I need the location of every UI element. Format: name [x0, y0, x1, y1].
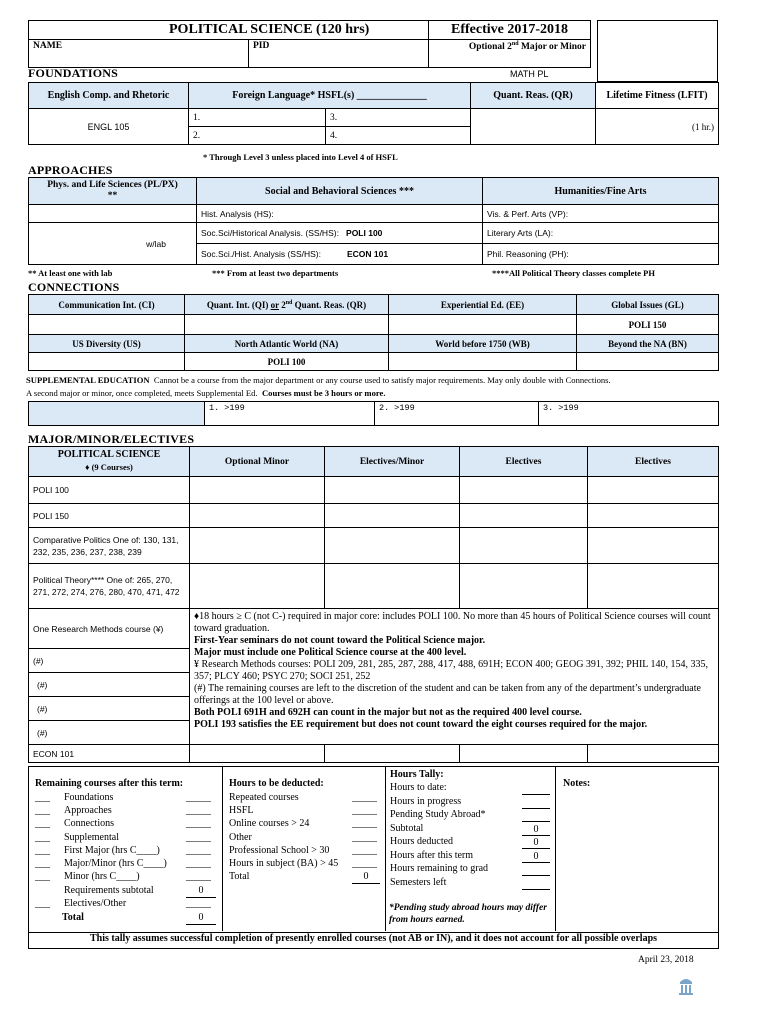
language-slot-2[interactable]: 2.	[189, 127, 326, 145]
deduct-item-4: Professional School > 30	[229, 844, 330, 856]
ha-ph[interactable]: Phil. Reasoning (PH):	[483, 244, 719, 265]
bn-slot[interactable]	[577, 353, 719, 371]
approaches-note-depts: *** From at least two departments	[212, 268, 339, 278]
hours-value-1[interactable]	[522, 796, 550, 809]
supplemental-heading: SUPPLEMENTAL EDUCATION	[26, 375, 150, 385]
supplemental-table	[28, 401, 719, 426]
supplemental-text: SUPPLEMENTAL EDUCATION Cannot be a course from the major department or any course used to satisfy major requirements. May only double with Connections.	[26, 375, 611, 385]
foundations-heading: FOUNDATIONS	[28, 66, 118, 80]
remaining-item-3: Supplemental	[64, 831, 119, 843]
hours-item-0: Hours to date:	[390, 782, 447, 793]
qr-header: Quant. Reas. (QR)	[471, 83, 596, 109]
hours-item-4: Hours deducted	[390, 836, 454, 847]
na-header: North Atlantic World (NA)	[185, 335, 389, 353]
ha-header: Humanities/Fine Arts	[483, 178, 719, 205]
us-header: US Diversity (US)	[29, 335, 185, 353]
approaches-note-lab: ** At least one with lab	[28, 268, 113, 278]
approaches-note-ph: ****All Political Theory classes complete PH	[492, 268, 655, 278]
lfit-value[interactable]: (1 hr.)	[596, 109, 719, 145]
deduct-value-4[interactable]: _____	[352, 844, 377, 856]
deduct-value-5[interactable]: _____	[352, 858, 377, 869]
remaining-title: Remaining courses after this term:	[35, 778, 184, 789]
language-header: Foreign Language* HSFL(s) ______________	[189, 83, 471, 109]
supplemental-slot-1[interactable]: 1. >199	[205, 402, 375, 426]
language-slot-3[interactable]: 3.	[326, 109, 471, 127]
deduct-value-3[interactable]: _____	[352, 831, 377, 843]
major-row-elective-3[interactable]: (#)	[29, 697, 190, 721]
remaining-blank-1[interactable]: ___	[35, 805, 50, 817]
remaining-blank-6[interactable]: ___	[35, 871, 50, 883]
second-major-field[interactable]: Optional 2nd Major or Minor	[429, 40, 591, 68]
ee-header: Experiential Ed. (EE)	[389, 295, 577, 315]
deduct-total-value[interactable]: 0	[352, 870, 380, 884]
deduct-value-2[interactable]: _____	[352, 818, 377, 830]
wb-header: World before 1750 (WB)	[389, 335, 577, 353]
major-row-comparative[interactable]: Comparative Politics One of: 130, 131, 232, 235, 236, 237, 238, 239	[29, 528, 190, 564]
total-label: Total	[62, 912, 84, 923]
photo-box	[597, 20, 718, 82]
electives-other-label: Electives/Other	[64, 898, 127, 909]
electives-other-value[interactable]: _____	[186, 898, 211, 909]
major-row-elective-2[interactable]: (#)	[29, 673, 190, 697]
supplemental-text-2: A second major or minor, once completed, meets Supplemental Ed. Courses must be 3 hours or more.	[26, 388, 386, 398]
hours-item-7: Semesters left	[390, 876, 447, 888]
pl-lab-slot[interactable]	[29, 223, 197, 265]
hours-item-2: Pending Study Abroad*	[390, 809, 486, 820]
major-row-poli150[interactable]: POLI 150	[29, 504, 190, 528]
qi-header: Quant. Int. (QI) or 2nd Quant. Reas. (QR)	[185, 295, 389, 315]
sb-ss-hs-1[interactable]: Soc.Sci/Historical Analysis. (SS/HS): POLI 100	[197, 223, 483, 244]
name-label: NAME	[33, 41, 63, 51]
sb-hs[interactable]: Hist. Analysis (HS):	[197, 205, 483, 223]
supplemental-label-cell	[29, 402, 205, 426]
remaining-blank-3[interactable]: ___	[35, 831, 50, 843]
remaining-blank-4[interactable]: ___	[35, 844, 50, 856]
electives-minor-header: Electives/Minor	[325, 447, 460, 477]
na-value[interactable]: POLI 100	[185, 353, 389, 371]
hours-item-5: Hours after this term	[390, 849, 474, 861]
deduct-item-3: Other	[229, 831, 252, 843]
remaining-count-4[interactable]: _____	[186, 844, 211, 856]
connections-heading: CONNECTIONS	[28, 280, 120, 294]
english-value[interactable]: ENGL 105	[29, 109, 189, 145]
gl-value[interactable]: POLI 150	[577, 315, 719, 335]
major-note-7: POLI 193 satisfies the EE requirement but does not count toward the eight courses required for the major.	[194, 719, 648, 730]
remaining-count-3[interactable]: _____	[186, 831, 211, 843]
name-field[interactable]	[29, 40, 249, 68]
deduct-value-1[interactable]: _____	[352, 805, 377, 817]
foundations-footnote: * Through Level 3 unless placed into Level 4 of HSFL	[203, 152, 398, 162]
hours-item-3: Subtotal	[390, 822, 424, 834]
major-note-1: ♦18 hours ≥ C (not C-) required in major core: includes POLI 100. No more than 45 hours of Political Science courses will count toward graduation.	[194, 611, 711, 634]
electives-header-2: Electives	[588, 447, 719, 477]
hours-value-5[interactable]: 0	[522, 850, 550, 863]
deduct-item-5: Hours in subject (BA) > 45	[229, 858, 339, 869]
major-note-5: (#) The remaining courses are left to the discretion of the student and can be taken from any of the department’s undergraduate offerings at the 100 level or above.	[194, 683, 701, 706]
pl-lab-label: w/lab	[146, 238, 166, 249]
electives-blank[interactable]: ___	[35, 898, 50, 909]
remaining-blank-2[interactable]: ___	[35, 818, 50, 830]
remaining-count-6[interactable]: _____	[186, 871, 211, 883]
ha-vp[interactable]: Vis. & Perf. Arts (VP):	[483, 205, 719, 223]
remaining-blank-5[interactable]: ___	[35, 858, 50, 869]
major-row-research[interactable]: One Research Methods course (¥)	[29, 609, 190, 649]
language-slot-4[interactable]: 4.	[326, 127, 471, 145]
connections-table	[28, 294, 719, 371]
major-note-4: ¥ Research Methods courses: POLI 209, 281, 285, 287, 288, 417, 488, 691H; ECON 400; GEOG 391, 392; PHIL 140, 154, 335, 357; PLCY 460; PSYC 270; SOCI 251, 252	[194, 659, 709, 682]
sb-ss-hs-2[interactable]: Soc.Sci./Hist. Analysis (SS/HS): ECON 101	[197, 244, 483, 265]
major-row-elective-4[interactable]: (#)	[29, 721, 190, 745]
deduct-item-0: Repeated courses	[229, 792, 299, 803]
major-heading: MAJOR/MINOR/ELECTIVES	[28, 432, 195, 446]
hours-title: Hours Tally:	[390, 769, 444, 780]
ha-la[interactable]: Literary Arts (LA):	[483, 223, 719, 244]
english-header: English Comp. and Rhetoric	[29, 83, 189, 109]
electives-header-1: Electives	[460, 447, 588, 477]
remaining-count-0[interactable]: _____	[186, 792, 211, 803]
hours-value-2[interactable]	[522, 809, 550, 822]
pl-slot-1[interactable]	[29, 205, 197, 223]
lfit-header: Lifetime Fitness (LFIT)	[596, 83, 719, 109]
remaining-item-5: Major/Minor (hrs C____)	[64, 858, 167, 869]
pending-note: *Pending study abroad hours may differ from hours earned.	[389, 903, 547, 925]
notes-label: Notes:	[563, 778, 591, 789]
qi-slot[interactable]	[185, 315, 389, 335]
approaches-heading: APPROACHES	[28, 163, 113, 177]
remaining-item-4: First Major (hrs C____)	[64, 844, 160, 856]
remaining-item-0: Foundations	[64, 792, 114, 803]
total-value[interactable]: 0	[186, 911, 216, 925]
math-pl: MATH PL	[510, 69, 549, 79]
remaining-item-1: Approaches	[64, 805, 112, 817]
pid-label: PID	[253, 41, 270, 51]
hours-item-1: Hours in progress	[390, 795, 462, 807]
req-subtotal-label: Requirements subtotal	[64, 885, 154, 896]
bn-header: Beyond the NA (BN)	[577, 335, 719, 353]
language-slot-1[interactable]: 1.	[189, 109, 326, 127]
hours-value-7[interactable]	[522, 877, 550, 890]
remaining-count-5[interactable]: _____	[186, 858, 211, 869]
header-table	[28, 20, 591, 68]
major-notes	[190, 609, 719, 745]
deduct-value-0[interactable]: _____	[352, 792, 377, 803]
hours-value-4[interactable]: 0	[522, 836, 550, 849]
major-note-3: Major must include one Political Science course at the 400 level.	[194, 647, 467, 658]
effective-year: Effective 2017-2018	[429, 21, 591, 40]
req-subtotal-value[interactable]: 0	[186, 884, 216, 898]
ee-slot[interactable]	[389, 315, 577, 335]
pid-field[interactable]	[249, 40, 429, 68]
ci-slot[interactable]	[29, 315, 185, 335]
poli-sci-header: POLITICAL SCIENCE ♦ (9 Courses)	[29, 447, 190, 477]
major-note-2: First-Year seminars do not count toward the Political Science major.	[194, 635, 486, 646]
remaining-count-2[interactable]: _____	[186, 818, 211, 830]
hours-value-3[interactable]: 0	[522, 823, 550, 836]
deduct-total-label: Total	[229, 871, 250, 882]
supplemental-slot-2[interactable]: 2. >199	[375, 402, 539, 426]
qr-value[interactable]	[471, 109, 596, 145]
optional-minor-header: Optional Minor	[190, 447, 325, 477]
supplemental-slot-3[interactable]: 3. >199	[539, 402, 719, 426]
gl-header: Global Issues (GL)	[577, 295, 719, 315]
program-title: POLITICAL SCIENCE (120 hrs)	[29, 21, 429, 40]
remaining-item-6: Minor (hrs C____)	[64, 871, 140, 883]
form-date: April 23, 2018	[638, 955, 694, 965]
deduct-item-1: HSFL	[229, 805, 254, 817]
major-row-econ101[interactable]: ECON 101	[29, 745, 190, 763]
tally-footer: This tally assumes successful completion of presently enrolled courses (not AB or IN), and it does not account for all possible overlaps	[28, 931, 719, 949]
remaining-blank-0[interactable]: ___	[35, 792, 50, 803]
approaches-table	[28, 177, 719, 265]
hours-value-6[interactable]	[522, 863, 550, 876]
pl-header: Phys. and Life Sciences (PL/PX) **	[29, 178, 197, 205]
deduct-title: Hours to be deducted:	[229, 778, 324, 789]
ci-header: Communication Int. (CI)	[29, 295, 185, 315]
major-note-6: Both POLI 691H and 692H can count in the major but not as the required 400 level course.	[194, 707, 582, 718]
remaining-item-2: Connections	[64, 818, 114, 830]
major-table	[28, 446, 719, 763]
deduct-item-2: Online courses > 24	[229, 818, 310, 830]
us-slot[interactable]	[29, 353, 185, 371]
major-row-theory[interactable]: Political Theory**** One of: 265, 270, 271, 272, 274, 276, 280, 470, 471, 472	[29, 564, 190, 609]
wb-slot[interactable]	[389, 353, 577, 371]
foundations-table	[28, 82, 719, 145]
columns-logo-icon	[678, 976, 694, 999]
hours-value-0[interactable]	[522, 782, 550, 795]
sb-header: Social and Behavioral Sciences ***	[197, 178, 483, 205]
major-row-poli100[interactable]: POLI 100	[29, 477, 190, 504]
remaining-count-1[interactable]: _____	[186, 805, 211, 817]
hours-item-6: Hours remaining to grad	[390, 863, 489, 874]
major-row-elective-1[interactable]: (#)	[29, 649, 190, 673]
